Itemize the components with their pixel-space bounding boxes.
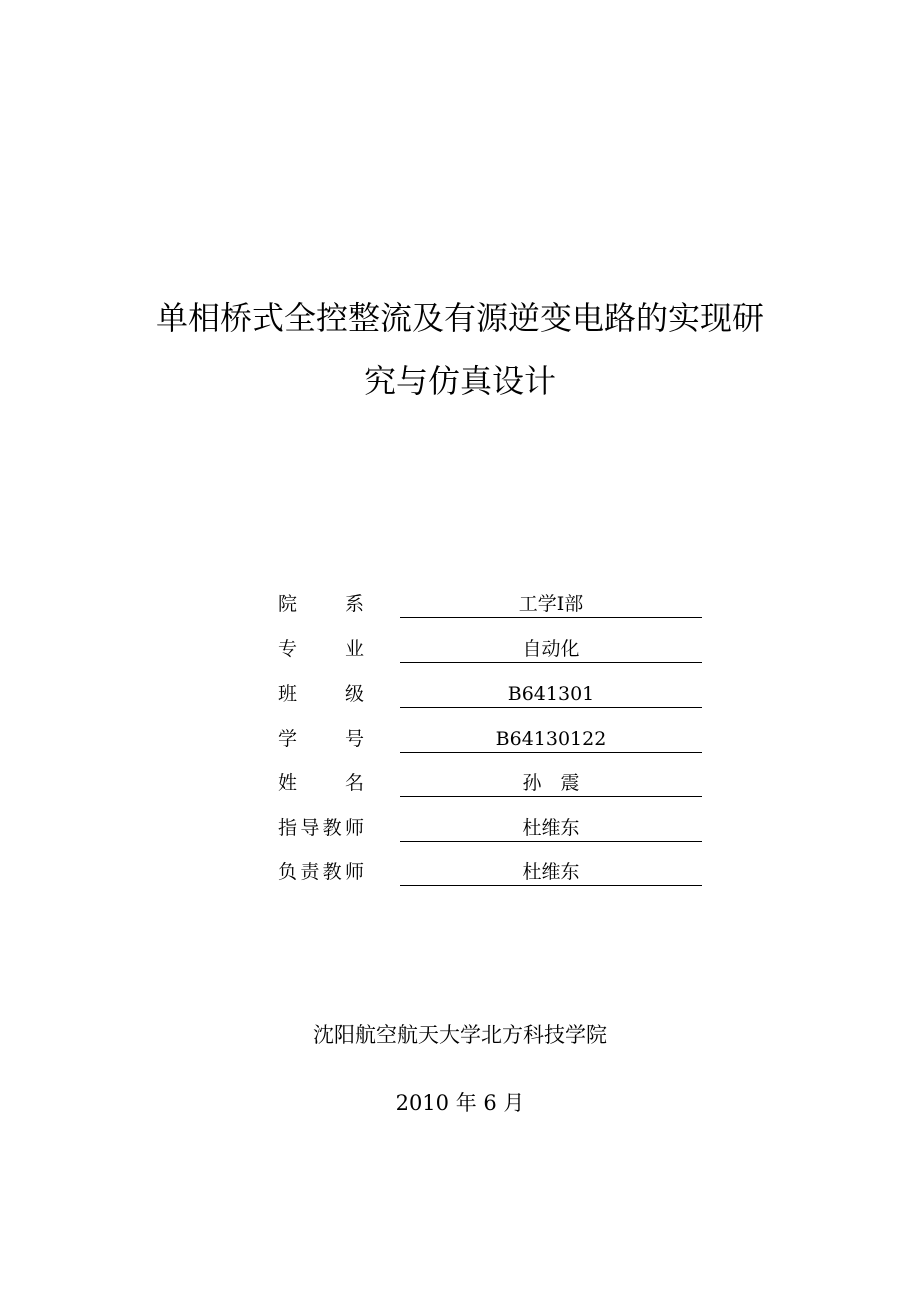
info-value-name: 孙 震 [400, 768, 702, 797]
info-label [278, 857, 364, 887]
label-char: 级 [344, 683, 364, 705]
info-row-student-id [278, 724, 704, 754]
thesis-title-line-2: 究与仿真设计 [363, 362, 556, 400]
label-char: 负 [278, 861, 298, 883]
info-row-name [278, 768, 704, 798]
info-row-department [278, 589, 704, 619]
label-char: 指 [278, 817, 298, 839]
label-char: 学 [278, 728, 298, 750]
label-char: 师 [344, 861, 364, 883]
info-value-student-id: B64130122 [400, 724, 702, 753]
info-label [278, 724, 364, 754]
info-row-class [278, 679, 704, 709]
thesis-title-line-1: 单相桥式全控整流及有源逆变电路的实现研 [155, 299, 764, 337]
info-row-advisor [278, 813, 704, 843]
label-char: 教 [322, 861, 342, 883]
label-char: 系 [344, 593, 364, 615]
info-label [278, 634, 364, 664]
label-char: 责 [300, 861, 320, 883]
info-value-responsible-teacher: 杜维东 [400, 857, 702, 886]
info-label [278, 589, 364, 619]
label-char: 名 [344, 772, 364, 794]
label-char: 号 [344, 728, 364, 750]
school-name: 沈阳航空航天大学北方科技学院 [313, 1023, 607, 1047]
info-label [278, 679, 364, 709]
info-row-major [278, 634, 704, 664]
submission-date: 2010 年 6 月 [395, 1091, 525, 1115]
info-value-department: 工学Ⅰ部 [400, 589, 702, 618]
label-char: 院 [278, 593, 298, 615]
info-value-advisor: 杜维东 [400, 813, 702, 842]
info-label [278, 768, 364, 798]
label-char: 业 [344, 638, 364, 660]
info-label [278, 813, 364, 843]
info-value-major: 自动化 [400, 634, 702, 663]
label-char: 教 [322, 817, 342, 839]
info-value-class: B641301 [400, 679, 702, 708]
info-row-responsible-teacher [278, 857, 704, 887]
label-char: 导 [300, 817, 320, 839]
label-char: 班 [278, 683, 298, 705]
label-char: 专 [278, 638, 298, 660]
label-char: 师 [344, 817, 364, 839]
label-char: 姓 [278, 772, 298, 794]
